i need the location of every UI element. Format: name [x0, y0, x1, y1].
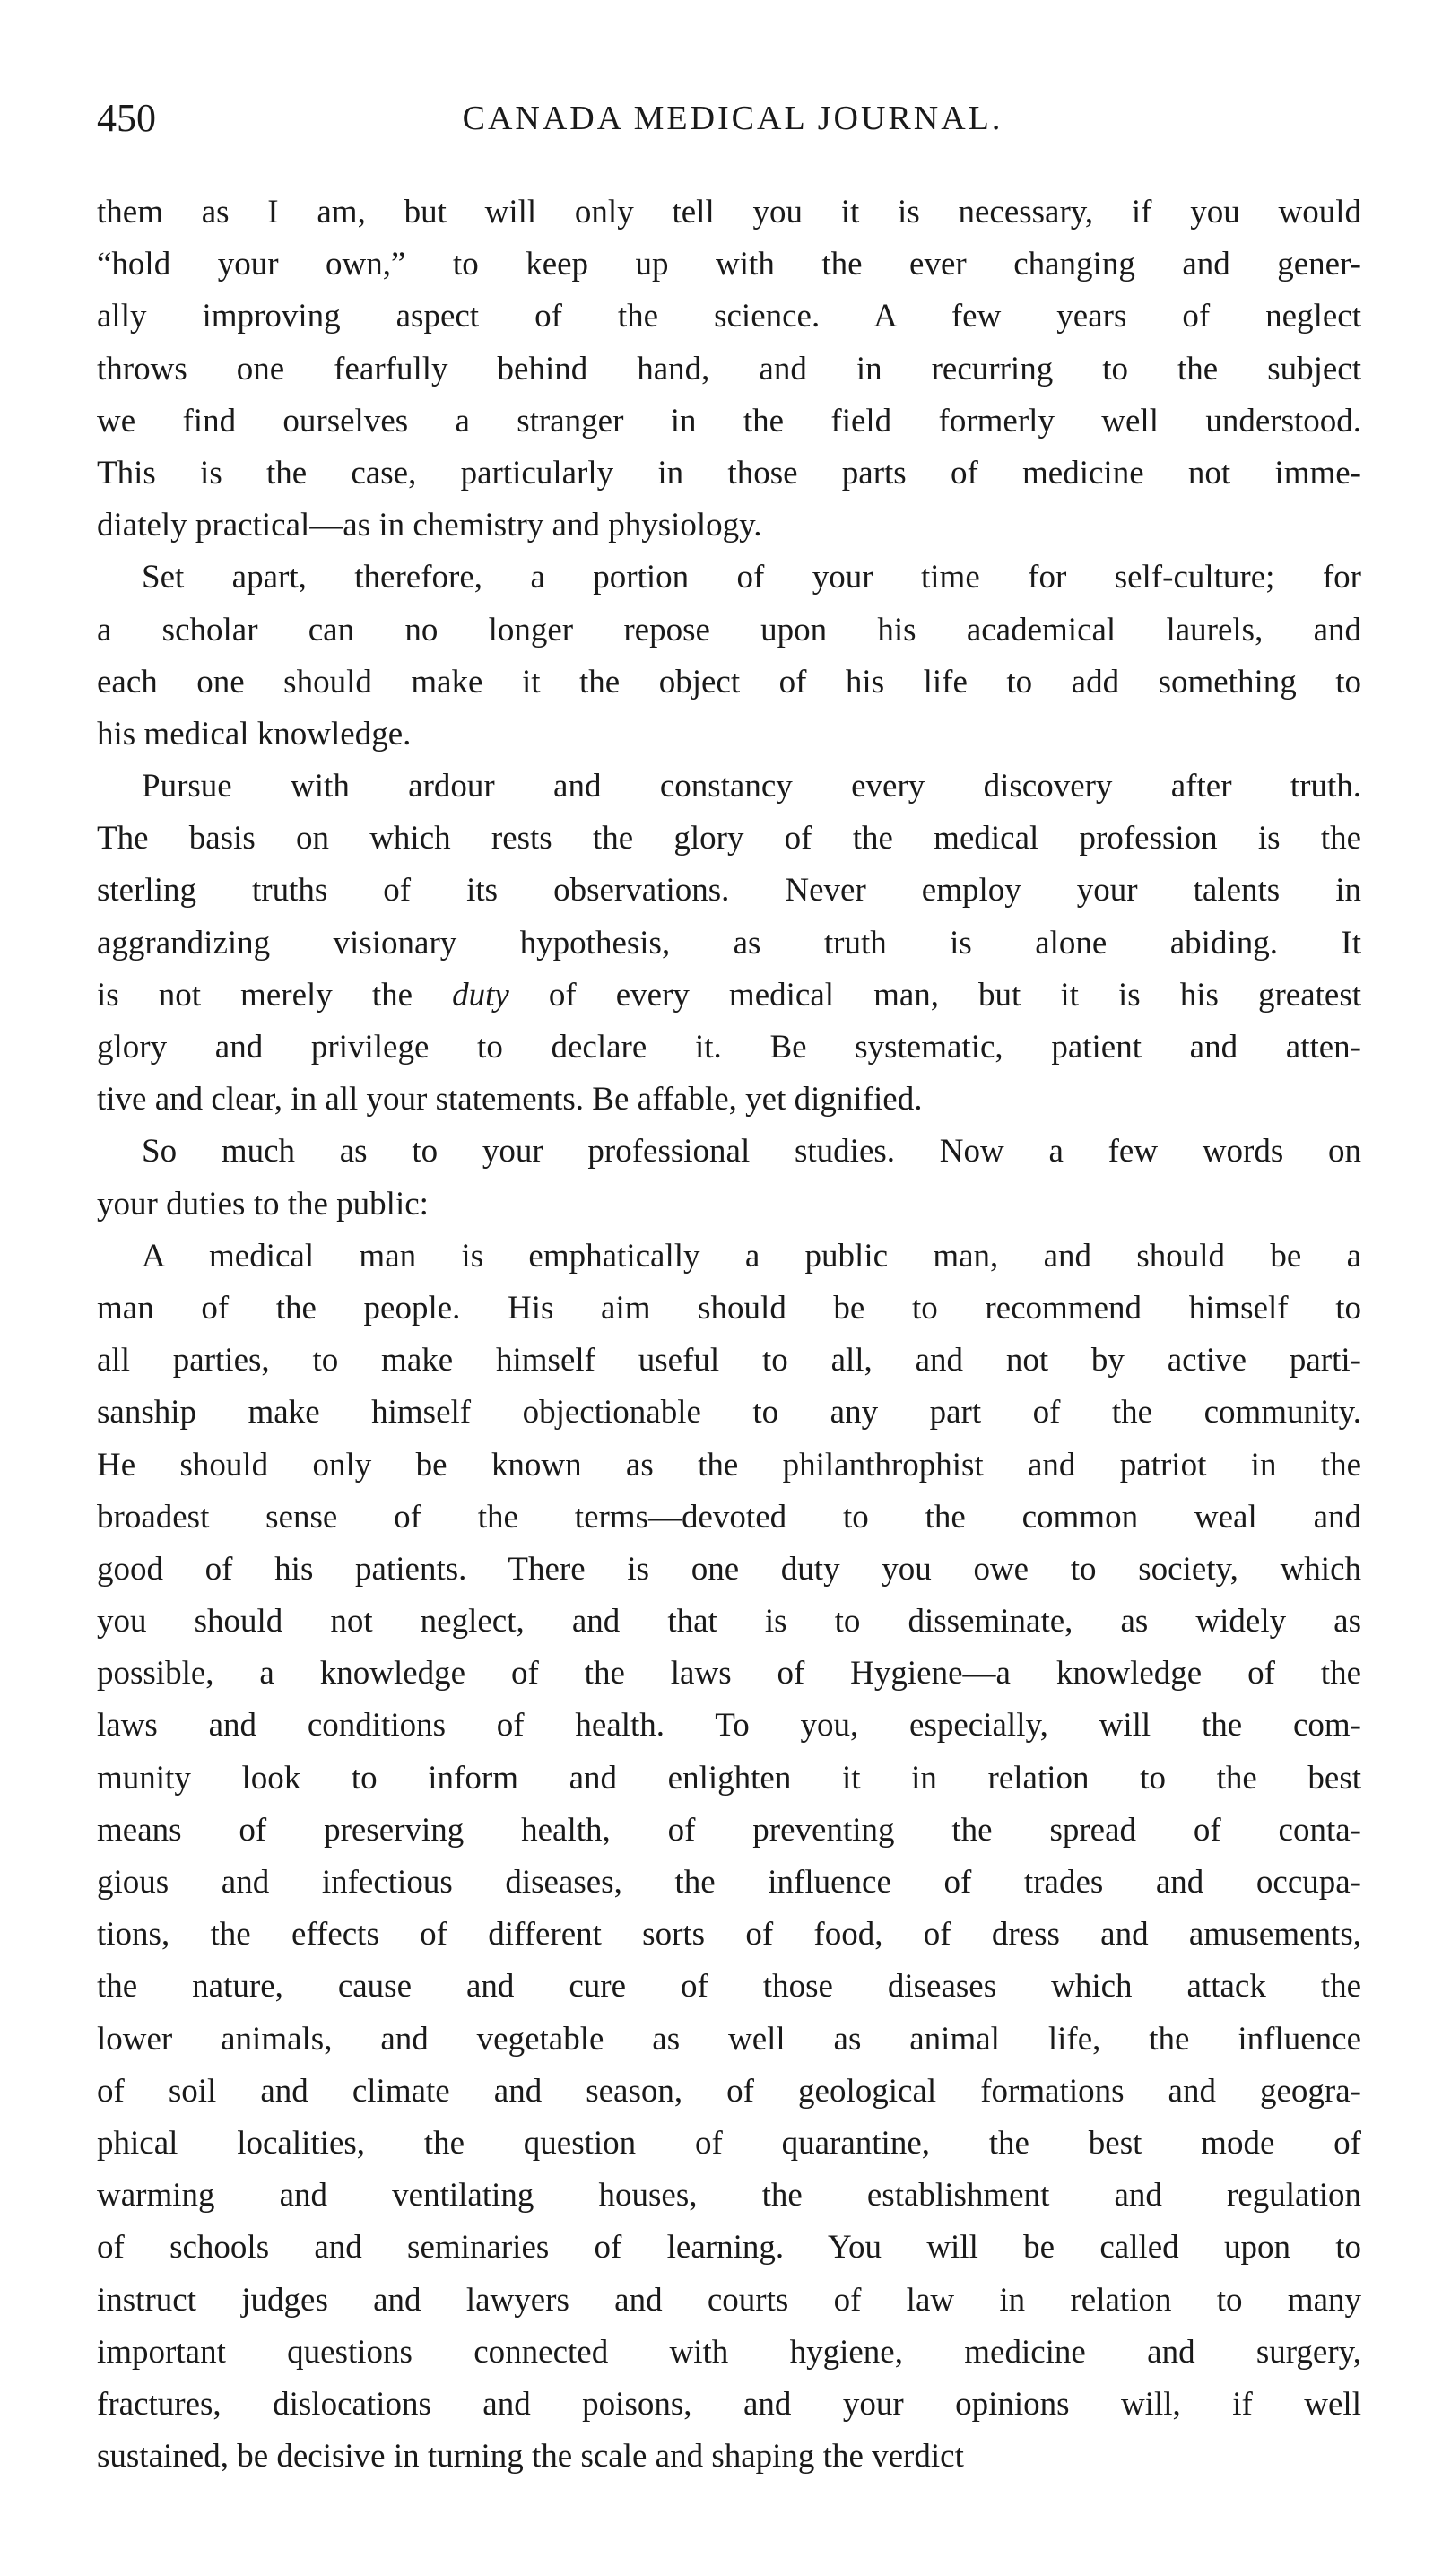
- text-line: munity look to inform and enlighten it in relation to the best: [97, 1759, 1361, 1797]
- text-line: throws one fearfully behind hand, and in recurring to the subject: [97, 350, 1361, 387]
- text-line: of soil and climate and season, of geological formations and geogra-: [97, 2072, 1361, 2110]
- text-line: you should not neglect, and that is to disseminate, as widely as: [97, 1603, 1361, 1640]
- text-line: gious and infectious diseases, the influence of trades and occupa-: [97, 1864, 1361, 1901]
- text-line: man of the people. His aim should be to recommend himself to: [97, 1289, 1361, 1327]
- text-line: his medical knowledge.: [97, 715, 412, 753]
- text-line: laws and conditions of health. To you, especially, will the com-: [97, 1707, 1361, 1745]
- emphasis: duty: [452, 976, 509, 1014]
- text-line: He should only be known as the philanthrophist and patriot in the: [97, 1446, 1361, 1484]
- text-line: sterling truths of its observations. Never employ your talents in: [97, 872, 1361, 909]
- text-line: your duties to the public:: [97, 1185, 429, 1223]
- text-line: diately practical—as in chemistry and physiology.: [97, 507, 762, 544]
- text-line: lower animals, and vegetable as well as animal life, the influence: [97, 2020, 1361, 2058]
- text-line: good of his patients. There is one duty you owe to society, which: [97, 1550, 1361, 1588]
- text-line: instruct judges and lawyers and courts of law in relation to many: [97, 2281, 1361, 2319]
- text-line: This is the case, particularly in those parts of medicine not imme-: [97, 454, 1361, 492]
- text-line: of schools and seminaries of learning. You will be called upon to: [97, 2229, 1361, 2267]
- page-number: 450: [97, 96, 156, 140]
- page-header: [97, 91, 1368, 145]
- text-line: sustained, be decisive in turning the scale and shaping the verdict: [97, 2438, 964, 2476]
- text-line: A medical man is emphatically a public man, and should be a: [142, 1237, 1361, 1275]
- text-line: is not merely the duty of every medical man, but it is his greatest: [97, 976, 1361, 1014]
- article-body: [97, 187, 1361, 2483]
- text-line: sanship make himself objectionable to any part of the community.: [97, 1394, 1361, 1432]
- text-line: phical localities, the question of quarantine, the best mode of: [97, 2124, 1361, 2162]
- text-line: tions, the effects of different sorts of food, of dress and amusements,: [97, 1916, 1361, 1954]
- text-line: each one should make it the object of his life to add something to: [97, 663, 1361, 701]
- text-line: Set apart, therefore, a portion of your time for self-culture; for: [142, 559, 1361, 596]
- text-line: Pursue with ardour and constancy every discovery after truth.: [142, 768, 1361, 805]
- text-line: tive and clear, in all your statements. Be affable, yet dignified.: [97, 1081, 923, 1118]
- text-line: important questions connected with hygiene, medicine and surgery,: [97, 2333, 1361, 2371]
- text-line: a scholar can no longer repose upon his academical laurels, and: [97, 611, 1361, 648]
- text-line: all parties, to make himself useful to all, and not by active parti-: [97, 1342, 1361, 1379]
- running-head: CANADA MEDICAL JOURNAL.: [462, 100, 1003, 137]
- text-line: ally improving aspect of the science. A few years of neglect: [97, 298, 1361, 335]
- text-line: means of preserving health, of preventing the spread of conta-: [97, 1811, 1361, 1849]
- text-line: The basis on which rests the glory of the medical profession is the: [97, 820, 1361, 857]
- text-line: them as I am, but will only tell you it is necessary, if you would: [97, 194, 1361, 231]
- text-line: broadest sense of the terms—devoted to the common weal and: [97, 1498, 1361, 1536]
- text-line: possible, a knowledge of the laws of Hygiene—a knowledge of the: [97, 1655, 1361, 1693]
- text-line: So much as to your professional studies. Now a few words on: [142, 1133, 1361, 1171]
- text-line: aggrandizing visionary hypothesis, as truth is alone abiding. It: [97, 924, 1361, 962]
- text-line: warming and ventilating houses, the establishment and regulation: [97, 2177, 1361, 2215]
- text-line: we find ourselves a stranger in the field formerly well understood.: [97, 402, 1361, 439]
- text-line: “hold your own,” to keep up with the ever changing and gener-: [97, 246, 1361, 283]
- text-line: the nature, cause and cure of those diseases which attack the: [97, 1968, 1361, 2006]
- text-line: glory and privilege to declare it. Be systematic, patient and atten-: [97, 1029, 1361, 1066]
- text-line: fractures, dislocations and poisons, and your opinions will, if well: [97, 2385, 1361, 2423]
